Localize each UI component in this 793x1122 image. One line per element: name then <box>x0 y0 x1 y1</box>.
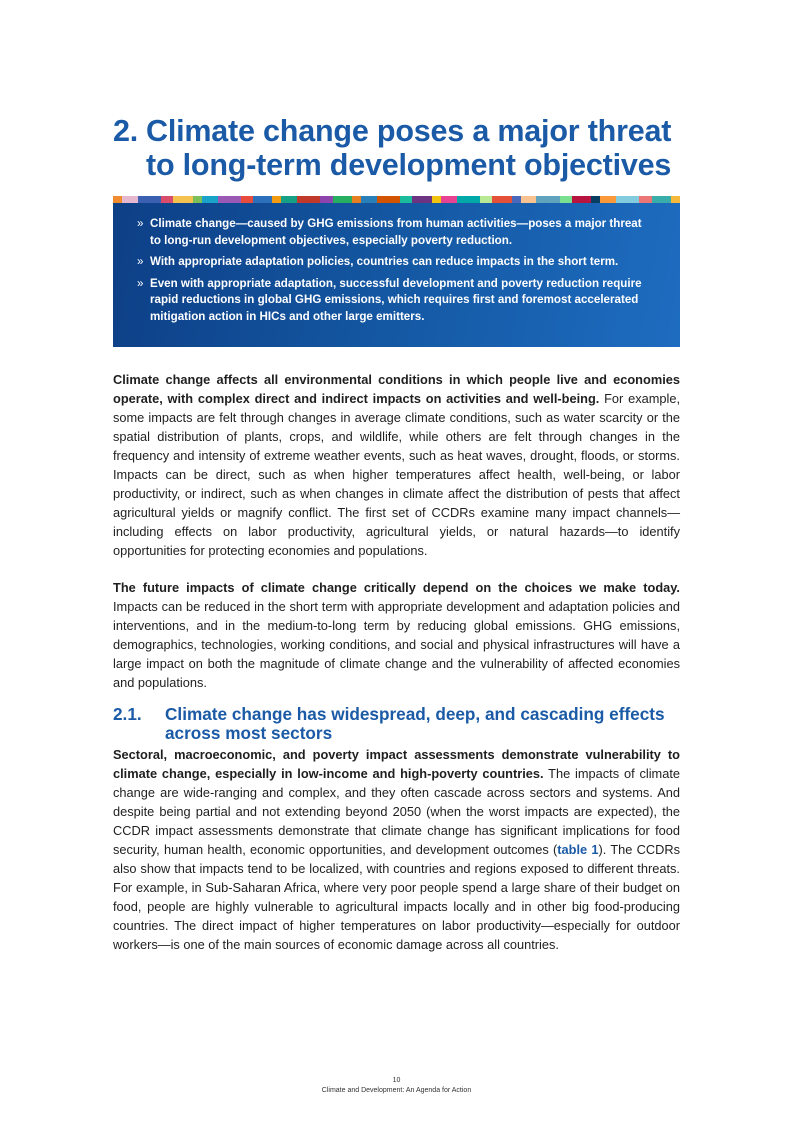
paragraph-lead: Climate change affects all environmental conditions in which people live and economies operate, with complex direct and indirect impacts on activities and well-being. <box>113 372 680 406</box>
color-strip-segment <box>480 196 492 203</box>
section-title-line2: across most sectors <box>165 723 333 743</box>
color-strip-segment <box>333 196 352 203</box>
key-messages-box <box>113 203 680 347</box>
chapter-title <box>113 114 713 182</box>
section-heading <box>113 705 680 743</box>
color-strip-segment <box>241 196 253 203</box>
section-number: 2.1. <box>113 704 142 724</box>
color-strip-segment <box>671 196 680 203</box>
bullet-marker: » <box>137 276 144 290</box>
publication-title: Climate and Development: An Agenda for Action <box>321 1087 472 1094</box>
paragraph-lead: The future impacts of climate change critically depend on the choices we make today. <box>113 580 680 595</box>
color-strip-segment <box>193 196 202 203</box>
color-strip-segment <box>202 196 218 203</box>
color-strip-segment <box>492 196 511 203</box>
page-footer <box>0 1076 793 1096</box>
color-strip-segment <box>572 196 591 203</box>
color-strip-segment <box>512 196 521 203</box>
color-strip-segment <box>616 196 639 203</box>
color-strip-segment <box>441 196 457 203</box>
chapter-title-line1: Climate change poses a major threat <box>146 114 672 148</box>
color-strip-segment <box>457 196 480 203</box>
color-strip-segment <box>591 196 600 203</box>
color-strip-segment <box>218 196 241 203</box>
color-strip-segment <box>272 196 281 203</box>
table-1-link[interactable]: table 1 <box>557 842 599 857</box>
color-strip-segment <box>560 196 572 203</box>
body-paragraph-2: The future impacts of climate change critically depend on the choices we make today. Impacts can be reduced in the short term with appropriate development and adaptation policies and interventions, and in the medium-to-long term by reducing global emissions. GHG emissions, demographics, technologies, working conditions, and social and physical infrastructures will have a large impact on both the magnitude of climate change and the vulnerability of affected economies and populations. <box>113 580 680 690</box>
key-message-item: » With appropriate adaptation policies, countries can reduce impacts in the short term. <box>137 254 654 271</box>
body-paragraph-3: Sectoral, macroeconomic, and poverty impact assessments demonstrate vulnerability to climate change, especially in low-income and high-poverty countries. The impacts of climate change are wide-ranging and complex, and they often cascade across sectors and systems. And despite being partial and not extending beyond 2050 (when the worst impacts are expected), the CCDR impact assessments demonstrate that climate change has significant implications for food security, human health, economic opportunities, and development outcomes (table 1). The CCDRs also show that impacts tend to be localized, with countries and regions exposed to different threats. For example, in Sub-Saharan Africa, where very poor people spend a large share of their budget on food, people are highly vulnerable to agricultural impacts locally and in other big food-producing countries. The direct impact of higher temperatures on labor productivity—especially for outdoor workers—is one of the main sources of economic damage across all countries. <box>113 747 681 952</box>
color-strip-segment <box>297 196 320 203</box>
paragraph-lead: Sectoral, macroeconomic, and poverty impact assessments demonstrate vulnerability to climate change, especially in low-income and high-poverty countries. <box>113 747 680 781</box>
color-strip-segment <box>377 196 400 203</box>
key-message-item: » Even with appropriate adaptation, successful development and poverty reduction require rapid reductions in global GHG emissions, which requires first and foremost accelerated mitigation action in HICs and other large emitters. <box>137 276 642 323</box>
key-message-item: » Climate change—caused by GHG emissions from human activities—poses a major threat to long-run development objectives, especially poverty reduction. <box>137 217 642 247</box>
color-strip-segment <box>122 196 138 203</box>
color-strip-segment <box>138 196 161 203</box>
color-strip-segment <box>652 196 671 203</box>
color-strip-segment <box>432 196 441 203</box>
chapter-title-line2: to long-term development objectives <box>146 148 672 182</box>
chapter-number: 2. <box>113 114 139 148</box>
color-strip-segment <box>352 196 361 203</box>
color-strip-segment <box>320 196 332 203</box>
bullet-marker: » <box>137 255 144 268</box>
color-strip-segment <box>536 196 559 203</box>
color-strip-segment <box>281 196 297 203</box>
color-strip-segment <box>253 196 272 203</box>
color-strip-segment <box>639 196 651 203</box>
body-paragraph-1: Climate change affects all environmental conditions in which people live and economies operate, with complex direct and indirect impacts on activities and well-being. For example, some impacts are felt through changes in average climate conditions, such as water scarcity or the spatial distribution of plants, crops, and wildlife, while others are felt through changes in the frequency and intensity of extreme weather events, such as heat waves, drought, floods, or storms. Impacts can be direct, such as when higher temperatures affect health, well-being, or labor productivity, or indirect, such as when changes in climate affect the distribution of pests that affect agricultural yields or magnify conflict. The first set of CCDRs examine many impact channels—including effects on labor productivity, agricultural yields, or natural hazards—to identify opportunities for protecting economies and populations. <box>113 372 680 558</box>
color-strip-segment <box>113 196 122 203</box>
color-strip-segment <box>521 196 537 203</box>
color-strip-segment <box>412 196 431 203</box>
page-number: 10 <box>392 1077 401 1084</box>
color-strip-segment <box>400 196 412 203</box>
color-strip-segment <box>600 196 616 203</box>
section-title-line1: Climate change has widespread, deep, and cascading effects <box>165 704 665 724</box>
bullet-marker: » <box>137 217 144 230</box>
color-strip-segment <box>361 196 377 203</box>
color-strip-segment <box>173 196 192 203</box>
decorative-color-strip <box>113 196 680 203</box>
color-strip-segment <box>161 196 173 203</box>
